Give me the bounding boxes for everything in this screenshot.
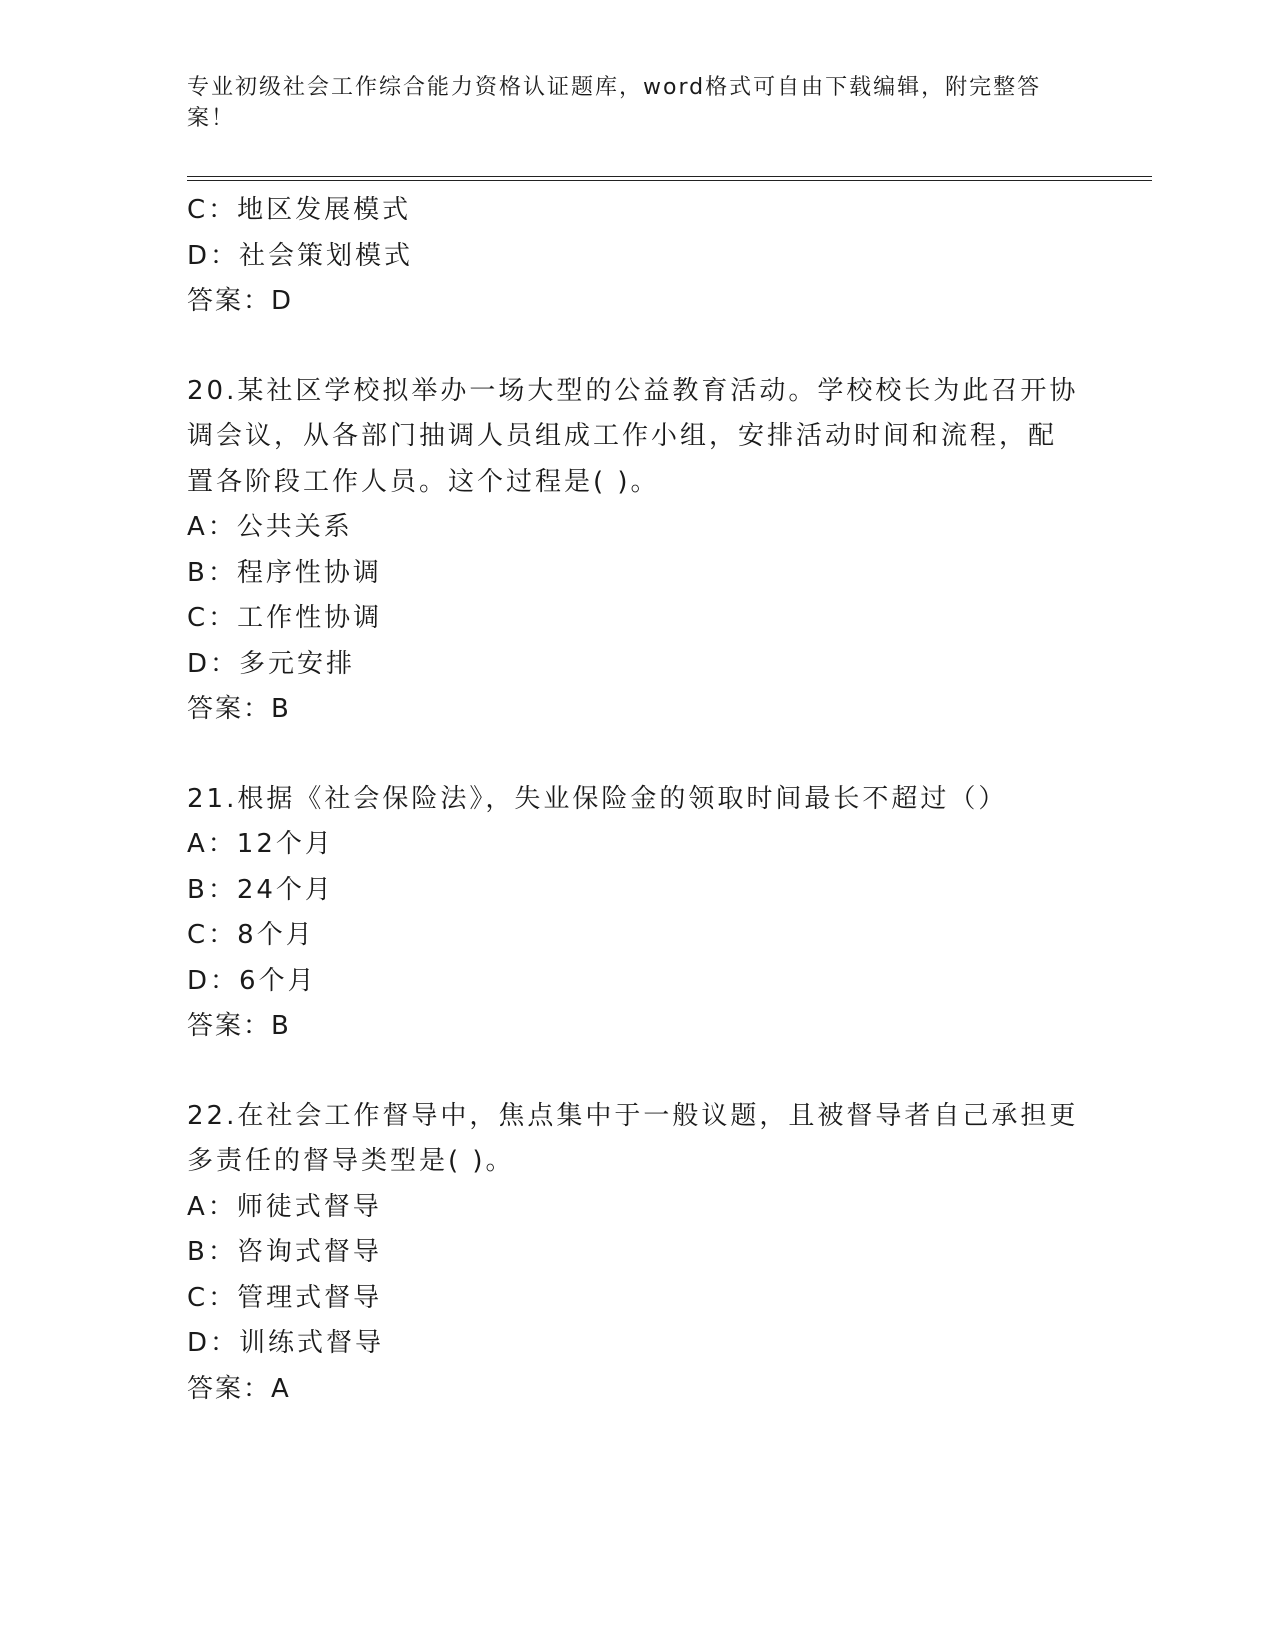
answer: 答案：A xyxy=(187,1373,291,1404)
option-b: B：24个月 xyxy=(187,874,334,905)
question-stem-line: 21.根据《社会保险法》，失业保险金的领取时间最长不超过（） xyxy=(187,783,1008,814)
question-stem-line: 置各阶段工作人员。这个过程是( )。 xyxy=(187,466,660,497)
option-c: C：管理式督导 xyxy=(187,1282,383,1313)
answer: 答案：B xyxy=(187,694,291,724)
question-list xyxy=(187,188,1087,1412)
question-stem-line: 多责任的督导类型是( )。 xyxy=(187,1146,515,1176)
option-b: B：咨询式督导 xyxy=(187,1237,382,1267)
spacer xyxy=(187,733,1087,777)
answer: 答案：D xyxy=(187,286,294,316)
option-b: B：程序性协调 xyxy=(187,557,382,588)
option-c: C：工作性协调 xyxy=(187,603,383,633)
header-divider xyxy=(187,176,1152,181)
question-stem-line: 22.在社会工作督导中，焦点集中于一般议题，且被督导者自己承担更 xyxy=(187,1100,1079,1131)
option-a: A：公共关系 xyxy=(187,512,353,542)
option-d: D：训练式督导 xyxy=(187,1328,385,1358)
question-stem-line: 20.某社区学校拟举办一场大型的公益教育活动。学校校长为此召开协 xyxy=(187,375,1079,406)
question-19-continued xyxy=(187,188,1087,325)
option-d: D：社会策划模式 xyxy=(187,240,414,271)
option-d: D：6个月 xyxy=(187,965,317,996)
answer: 答案：B xyxy=(187,1011,291,1041)
spacer xyxy=(187,1050,1087,1094)
option-a: A：师徒式督导 xyxy=(187,1191,382,1222)
spacer xyxy=(187,325,1087,369)
option-c: C：地区发展模式 xyxy=(187,195,412,225)
option-c: C：8个月 xyxy=(187,920,315,950)
question-21 xyxy=(187,777,1087,1050)
question-stem-line: 调会议，从各部门抽调人员组成工作小组，安排活动时间和流程，配 xyxy=(187,421,1058,451)
page-header: 专业初级社会工作综合能力资格认证题库，word格式可自由下载编辑，附完整答案！ xyxy=(187,75,1042,131)
option-d: D：多元安排 xyxy=(187,648,356,679)
option-a: A：12个月 xyxy=(187,829,334,859)
question-22 xyxy=(187,1094,1087,1413)
question-20 xyxy=(187,369,1087,733)
